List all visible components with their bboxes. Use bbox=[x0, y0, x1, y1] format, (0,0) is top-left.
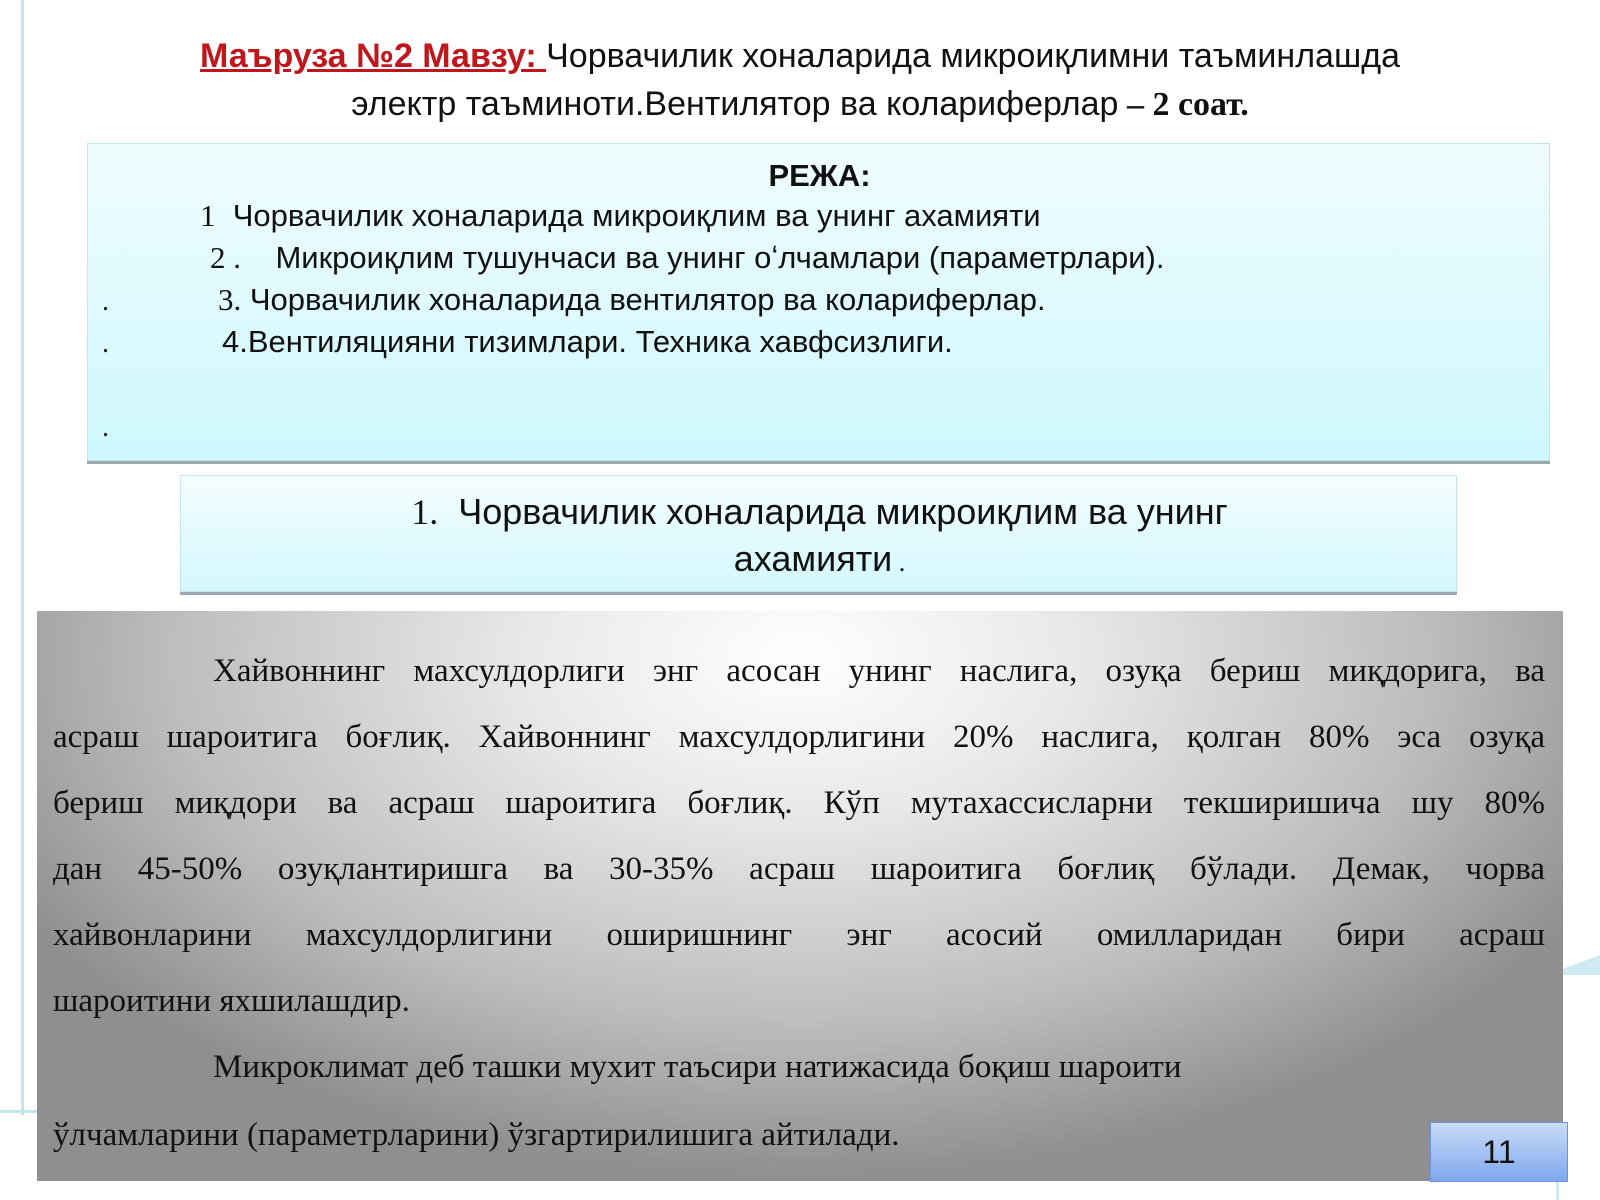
plan-item-text: Чорвачилик хоналарида вентилятор ва колариферлар. bbox=[249, 282, 1046, 317]
slide-title bbox=[60, 32, 1540, 129]
plan-item-text: Микроиқлим тушунчаси ва унинг оʻлчамлари (параметрлари). bbox=[275, 240, 1165, 275]
section-heading-end: . bbox=[892, 548, 906, 577]
paragraph-1-line-4: дан 45-50% озуқлантиришга ва 30-35% асраш шароитига боғлиқ бўлади. Демак, чорва bbox=[53, 851, 1545, 887]
section-heading-text-2: ахамияти bbox=[733, 538, 893, 579]
paragraph-1-line-3: бериш миқдори ва асраш шароитига боғлиқ. Кўп мутахассисларни текширишича шу 80% bbox=[53, 785, 1545, 821]
plan-item-3 bbox=[218, 280, 1046, 320]
slide-frame-left bbox=[0, 0, 24, 1115]
section-heading-box bbox=[180, 475, 1457, 592]
title-line-2 bbox=[60, 80, 1540, 129]
body-text-panel bbox=[37, 611, 1563, 1181]
plan-dot: . bbox=[102, 286, 109, 317]
paragraph-1-line-2: асраш шароитига боғлиқ. Хайвоннинг махсулдорлигини 20% наслига, қолган 80% эса озуқа bbox=[53, 719, 1545, 755]
paragraph-2-line-2: ўлчамларини (параметрларини) ўзгартирилишига айтилади. bbox=[53, 1117, 900, 1153]
section-heading-line-2 bbox=[181, 535, 1458, 587]
paragraph-1-line-5: хайвонларини махсулдорлигини оширишнинг энг асосий омилларидан бири асраш bbox=[53, 917, 1545, 953]
plan-item-1 bbox=[200, 196, 1041, 236]
plan-item-number: 3. bbox=[218, 282, 242, 317]
plan-item-text: Вентиляцияни тизимлари. Техника хавфсизлиги. bbox=[247, 324, 953, 359]
title-hours: 2 соат. bbox=[1152, 86, 1249, 123]
plan-heading: РЕЖА: bbox=[768, 158, 871, 193]
title-dash: – bbox=[1118, 86, 1153, 123]
title-text-2: электр таъминоти.Вентилятор ва колариферлар bbox=[351, 85, 1119, 123]
plan-item-number: 1 bbox=[200, 198, 216, 233]
plan-dot: . bbox=[102, 412, 109, 443]
plan-item-number: 4. bbox=[222, 324, 248, 359]
plan-item-4 bbox=[222, 322, 953, 362]
page-number-badge: 11 bbox=[1430, 1122, 1568, 1182]
section-number: 1. bbox=[411, 492, 439, 532]
plan-box bbox=[87, 143, 1550, 461]
title-text-1: Чорвачилик хоналарида микроиқлимни таъминлашда bbox=[546, 37, 1400, 75]
paragraph-1-line-1: Хайвоннинг махсулдорлиги энг асосан унинг наслига, озуқа бериш миқдорига, ва bbox=[213, 653, 1545, 689]
paragraph-2-line-1: Микроклимат деб ташки мухит таъсири натижасида боқиш шароити bbox=[213, 1049, 1182, 1085]
section-heading-line-1 bbox=[181, 488, 1458, 536]
title-label: Маъруза №2 Мавзу: bbox=[200, 37, 547, 75]
section-heading-text-1: Чорвачилик хоналарида микроиқлим ва унинг bbox=[458, 491, 1228, 532]
plan-item-2 bbox=[210, 238, 1164, 278]
plan-item-text: Чорвачилик хоналарида микроиқлим ва унинг ахамияти bbox=[232, 198, 1041, 233]
paragraph-1-line-6: шароитини яхшилашдир. bbox=[53, 983, 410, 1019]
title-line-1 bbox=[60, 32, 1540, 80]
slide-frame-bottom bbox=[0, 1110, 40, 1113]
plan-dot: . bbox=[102, 328, 109, 359]
plan-item-number: 2 . bbox=[210, 240, 241, 275]
